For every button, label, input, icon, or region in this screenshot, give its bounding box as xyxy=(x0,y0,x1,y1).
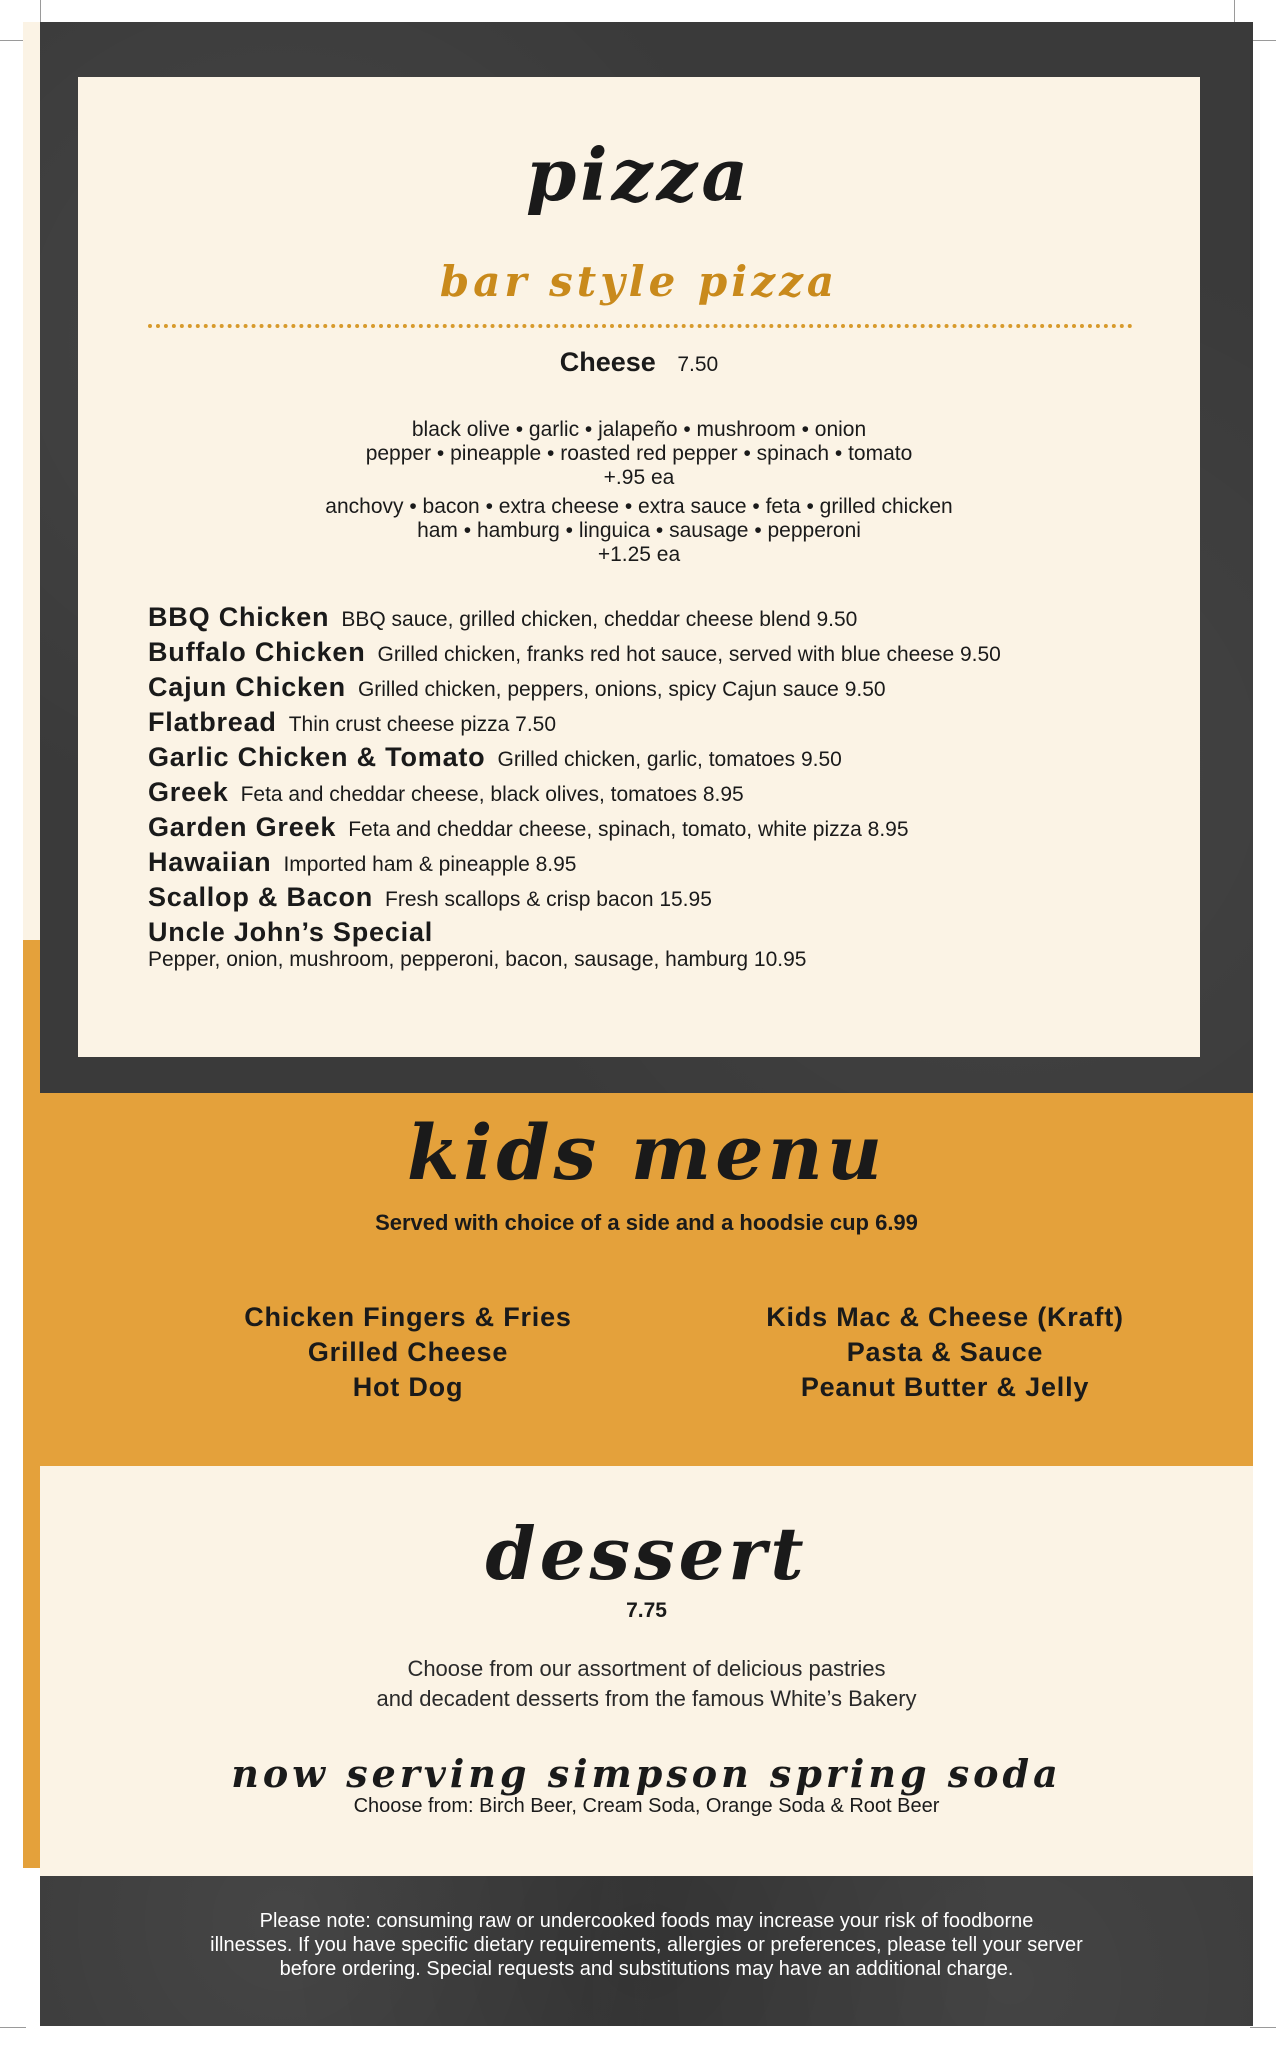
crop-mark xyxy=(1250,40,1276,41)
menu-item xyxy=(148,812,1180,847)
kids-items-right xyxy=(695,1300,1195,1405)
crop-mark xyxy=(0,2027,26,2028)
footer-note-section xyxy=(40,1876,1253,2026)
note-line: Please note: consuming raw or undercooked foods may increase your risk of foodborne xyxy=(259,1910,1034,1932)
toppings-line: pepper • pineapple • roasted red pepper • spinach • tomato xyxy=(365,442,913,465)
menu-item-name: Greek xyxy=(148,777,229,807)
crop-mark xyxy=(40,0,41,22)
menu-item-name: Uncle John’s Special xyxy=(148,917,434,947)
menu-item xyxy=(148,602,1180,637)
menu-item-desc: Feta and cheddar cheese, spinach, tomato, white pizza 8.95 xyxy=(348,818,909,841)
cheese-pizza-price: 7.50 xyxy=(677,353,719,376)
menu-item-name: Hawaiian xyxy=(148,847,272,877)
menu-item xyxy=(148,672,1180,707)
dotted-divider xyxy=(148,324,1133,328)
note-line: illnesses. If you have specific dietary requirements, allergies or preferences, please tell your server xyxy=(210,1934,1083,1956)
crop-mark xyxy=(1234,0,1235,22)
dessert-title: dessert xyxy=(485,1511,808,1596)
kids-menu-section xyxy=(40,1093,1253,1466)
menu-item xyxy=(148,847,1180,882)
soda-options: Choose from: Birch Beer, Cream Soda, Orange Soda & Root Beer xyxy=(353,1795,940,1817)
kids-item: Grilled Cheese xyxy=(307,1337,509,1367)
menu-item-desc: Grilled chicken, garlic, tomatoes 9.50 xyxy=(497,748,842,771)
menu-item-desc: Grilled chicken, peppers, onions, spicy Cajun sauce 9.50 xyxy=(357,678,886,701)
dessert-price: 7.75 xyxy=(626,1599,667,1622)
specialty-pizza-list xyxy=(148,602,1180,972)
menu-item-desc: Thin crust cheese pizza 7.50 xyxy=(288,713,557,736)
dessert-desc-line: and decadent desserts from the famous White’s Bakery xyxy=(376,1686,917,1711)
kids-menu-title: kids menu xyxy=(406,1108,887,1197)
menu-item-name: Flatbread xyxy=(148,707,277,737)
menu-item-name: Garlic Chicken & Tomato xyxy=(148,742,486,772)
menu-item-name: Cajun Chicken xyxy=(148,672,346,702)
cheese-pizza-name: Cheese xyxy=(559,347,656,377)
cheese-pizza-line xyxy=(78,347,1200,378)
menu-item xyxy=(148,777,1180,812)
pizza-title: pizza xyxy=(525,132,753,217)
toppings-line: ham • hamburg • linguica • sausage • pepperoni xyxy=(417,519,861,542)
note-line: before ordering. Special requests and substitutions may have an additional charge. xyxy=(279,1958,1014,1980)
menu-item-desc: Imported ham & pineapple 8.95 xyxy=(283,853,577,876)
kids-item: Chicken Fingers & Fries xyxy=(244,1302,572,1332)
toppings-price: +1.25 ea xyxy=(597,543,681,566)
menu-item-name: Garden Greek xyxy=(148,812,337,842)
kids-items-left xyxy=(158,1300,658,1405)
menu-item-desc: Pepper, onion, mushroom, pepperoni, bacon, sausage, hamburg 10.95 xyxy=(148,948,807,971)
menu-item xyxy=(148,707,1180,742)
toppings-price: +.95 ea xyxy=(603,466,675,489)
kids-item: Kids Mac & Cheese (Kraft) xyxy=(766,1302,1124,1332)
left-cream-strip xyxy=(23,22,40,940)
left-gold-strip xyxy=(23,940,40,1868)
menu-item xyxy=(148,742,1180,777)
crop-mark xyxy=(1250,2027,1276,2028)
allergy-note xyxy=(120,1909,1173,1981)
menu-item xyxy=(148,637,1180,672)
menu-item-desc: BBQ sauce, grilled chicken, cheddar cheese blend 9.50 xyxy=(341,608,858,631)
menu-item-desc: Fresh scallops & crisp bacon 15.95 xyxy=(385,888,712,911)
menu-item-name: Buffalo Chicken xyxy=(148,637,366,667)
dessert-section xyxy=(40,1466,1253,1876)
toppings-group-1 xyxy=(78,418,1200,490)
menu-item-desc: Feta and cheddar cheese, black olives, tomatoes 8.95 xyxy=(240,783,744,806)
menu-item-name: BBQ Chicken xyxy=(148,602,330,632)
soda-heading: now serving simpson spring soda xyxy=(231,1751,1062,1796)
toppings-line: black olive • garlic • jalapeño • mushroom • onion xyxy=(411,418,867,441)
menu-item xyxy=(148,917,1180,972)
bar-style-pizza-heading: bar style pizza xyxy=(439,257,839,306)
pizza-section xyxy=(78,77,1200,1057)
menu-item xyxy=(148,882,1180,917)
dessert-desc-line: Choose from our assortment of delicious pastries xyxy=(407,1656,886,1681)
kids-item: Peanut Butter & Jelly xyxy=(800,1372,1090,1402)
dessert-description xyxy=(40,1654,1253,1714)
menu-item-desc: Grilled chicken, franks red hot sauce, served with blue cheese 9.50 xyxy=(377,643,1001,666)
kids-menu-subtitle: Served with choice of a side and a hoodsie cup 6.99 xyxy=(375,1210,918,1235)
menu-item-name: Scallop & Bacon xyxy=(148,882,374,912)
toppings-line: anchovy • bacon • extra cheese • extra sauce • feta • grilled chicken xyxy=(325,495,953,518)
toppings-group-2 xyxy=(78,495,1200,567)
kids-item: Pasta & Sauce xyxy=(846,1337,1044,1367)
kids-item: Hot Dog xyxy=(352,1372,464,1402)
